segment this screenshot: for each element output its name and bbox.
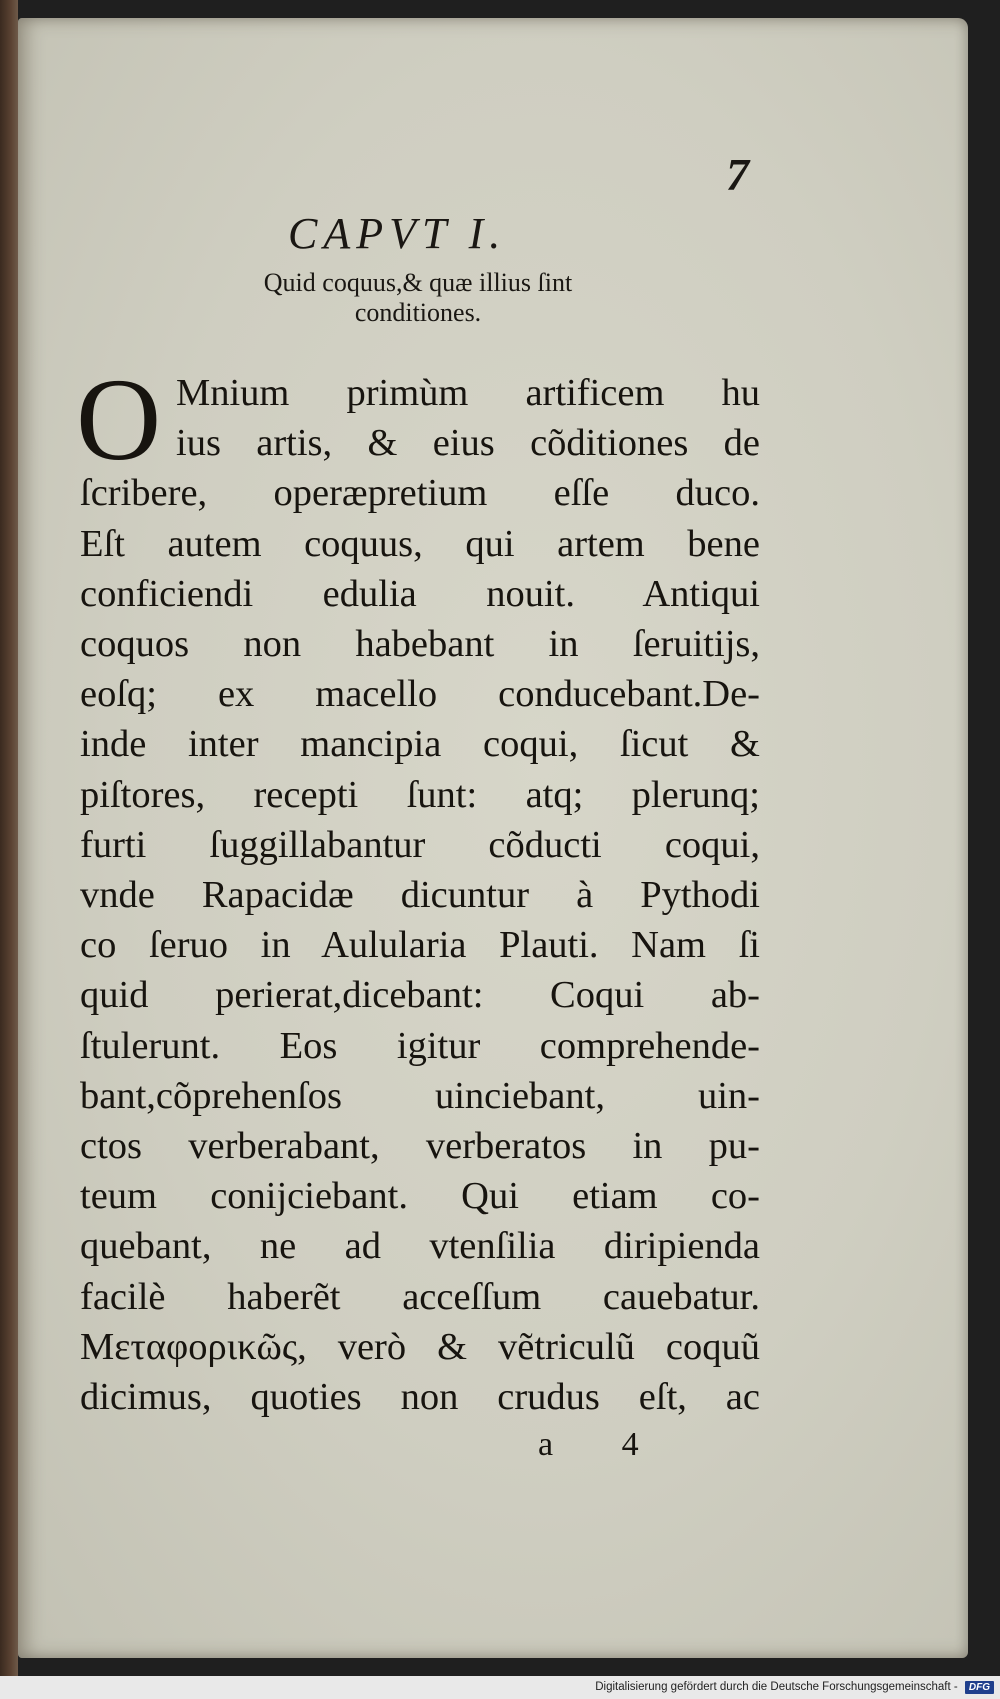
- chapter-subtitle: [198, 268, 638, 328]
- text-line: ctos verberabant, verberatos in pu-: [80, 1125, 760, 1168]
- text-line: co ſeruo in Aulularia Plauti. Nam ſi: [80, 924, 760, 967]
- drop-cap-initial: O: [76, 354, 162, 485]
- text-line: Eſt autem coquus, qui artem bene: [80, 522, 760, 565]
- book-binding-edge: [0, 0, 18, 1699]
- text-line: piſtores, recepti ſunt: atq; plerunq;: [80, 773, 760, 816]
- text-line: facilè haberẽt acceſſum cauebatur.: [80, 1275, 760, 1318]
- text-line: ſcribere, operæpretium eſſe duco.: [80, 472, 760, 515]
- text-line: coquos non habebant in ſeruitijs,: [80, 623, 760, 666]
- digitization-credit-bar: [0, 1676, 1000, 1699]
- text-line: vnde Rapacidæ dicuntur à Pythodi: [80, 874, 760, 917]
- text-line: quebant, ne ad vtenſilia diripienda: [80, 1225, 760, 1268]
- text-line: inde inter mancipia coqui, ſicut &: [80, 723, 760, 766]
- text-line: furti ſuggillabantur cõducti coqui,: [80, 823, 760, 866]
- text-line: bant,cõprehenſos uinciebant, uin-: [80, 1074, 760, 1117]
- signature-catchword: a 4: [538, 1426, 669, 1463]
- text-line: teum conijciebant. Qui etiam co-: [80, 1175, 760, 1218]
- subtitle-line: Quid coquus,& quæ illius ſint: [263, 268, 573, 297]
- text-line: Mnium primùm artificem hu: [176, 372, 760, 414]
- funding-credit-text: Digitalisierung gefördert durch die Deutsche Forschungsgemeinschaft -: [595, 1681, 958, 1693]
- chapter-title: CAPVT I.: [288, 209, 507, 258]
- body-text: [76, 354, 760, 1422]
- text-line: dicimus, quoties non crudus eſt, ac: [80, 1376, 760, 1419]
- text-line: Μεταφορικῶς, verò & vẽtriculũ coquũ: [80, 1325, 760, 1368]
- book-page: [18, 18, 968, 1658]
- text-line: ſtulerunt. Eos igitur comprehende-: [80, 1024, 760, 1067]
- dfg-logo-icon: DFG: [965, 1681, 994, 1694]
- text-line: quid perierat,dicebant: Coqui ab-: [80, 974, 760, 1017]
- text-line: ius artis, & eius cõditiones de: [176, 422, 760, 465]
- subtitle-line: conditiones.: [354, 298, 482, 327]
- page-number: 7: [726, 149, 749, 200]
- text-line: conficiendi edulia nouit. Antiqui: [80, 572, 760, 615]
- text-line: eoſq; ex macello conducebant.De-: [80, 673, 760, 716]
